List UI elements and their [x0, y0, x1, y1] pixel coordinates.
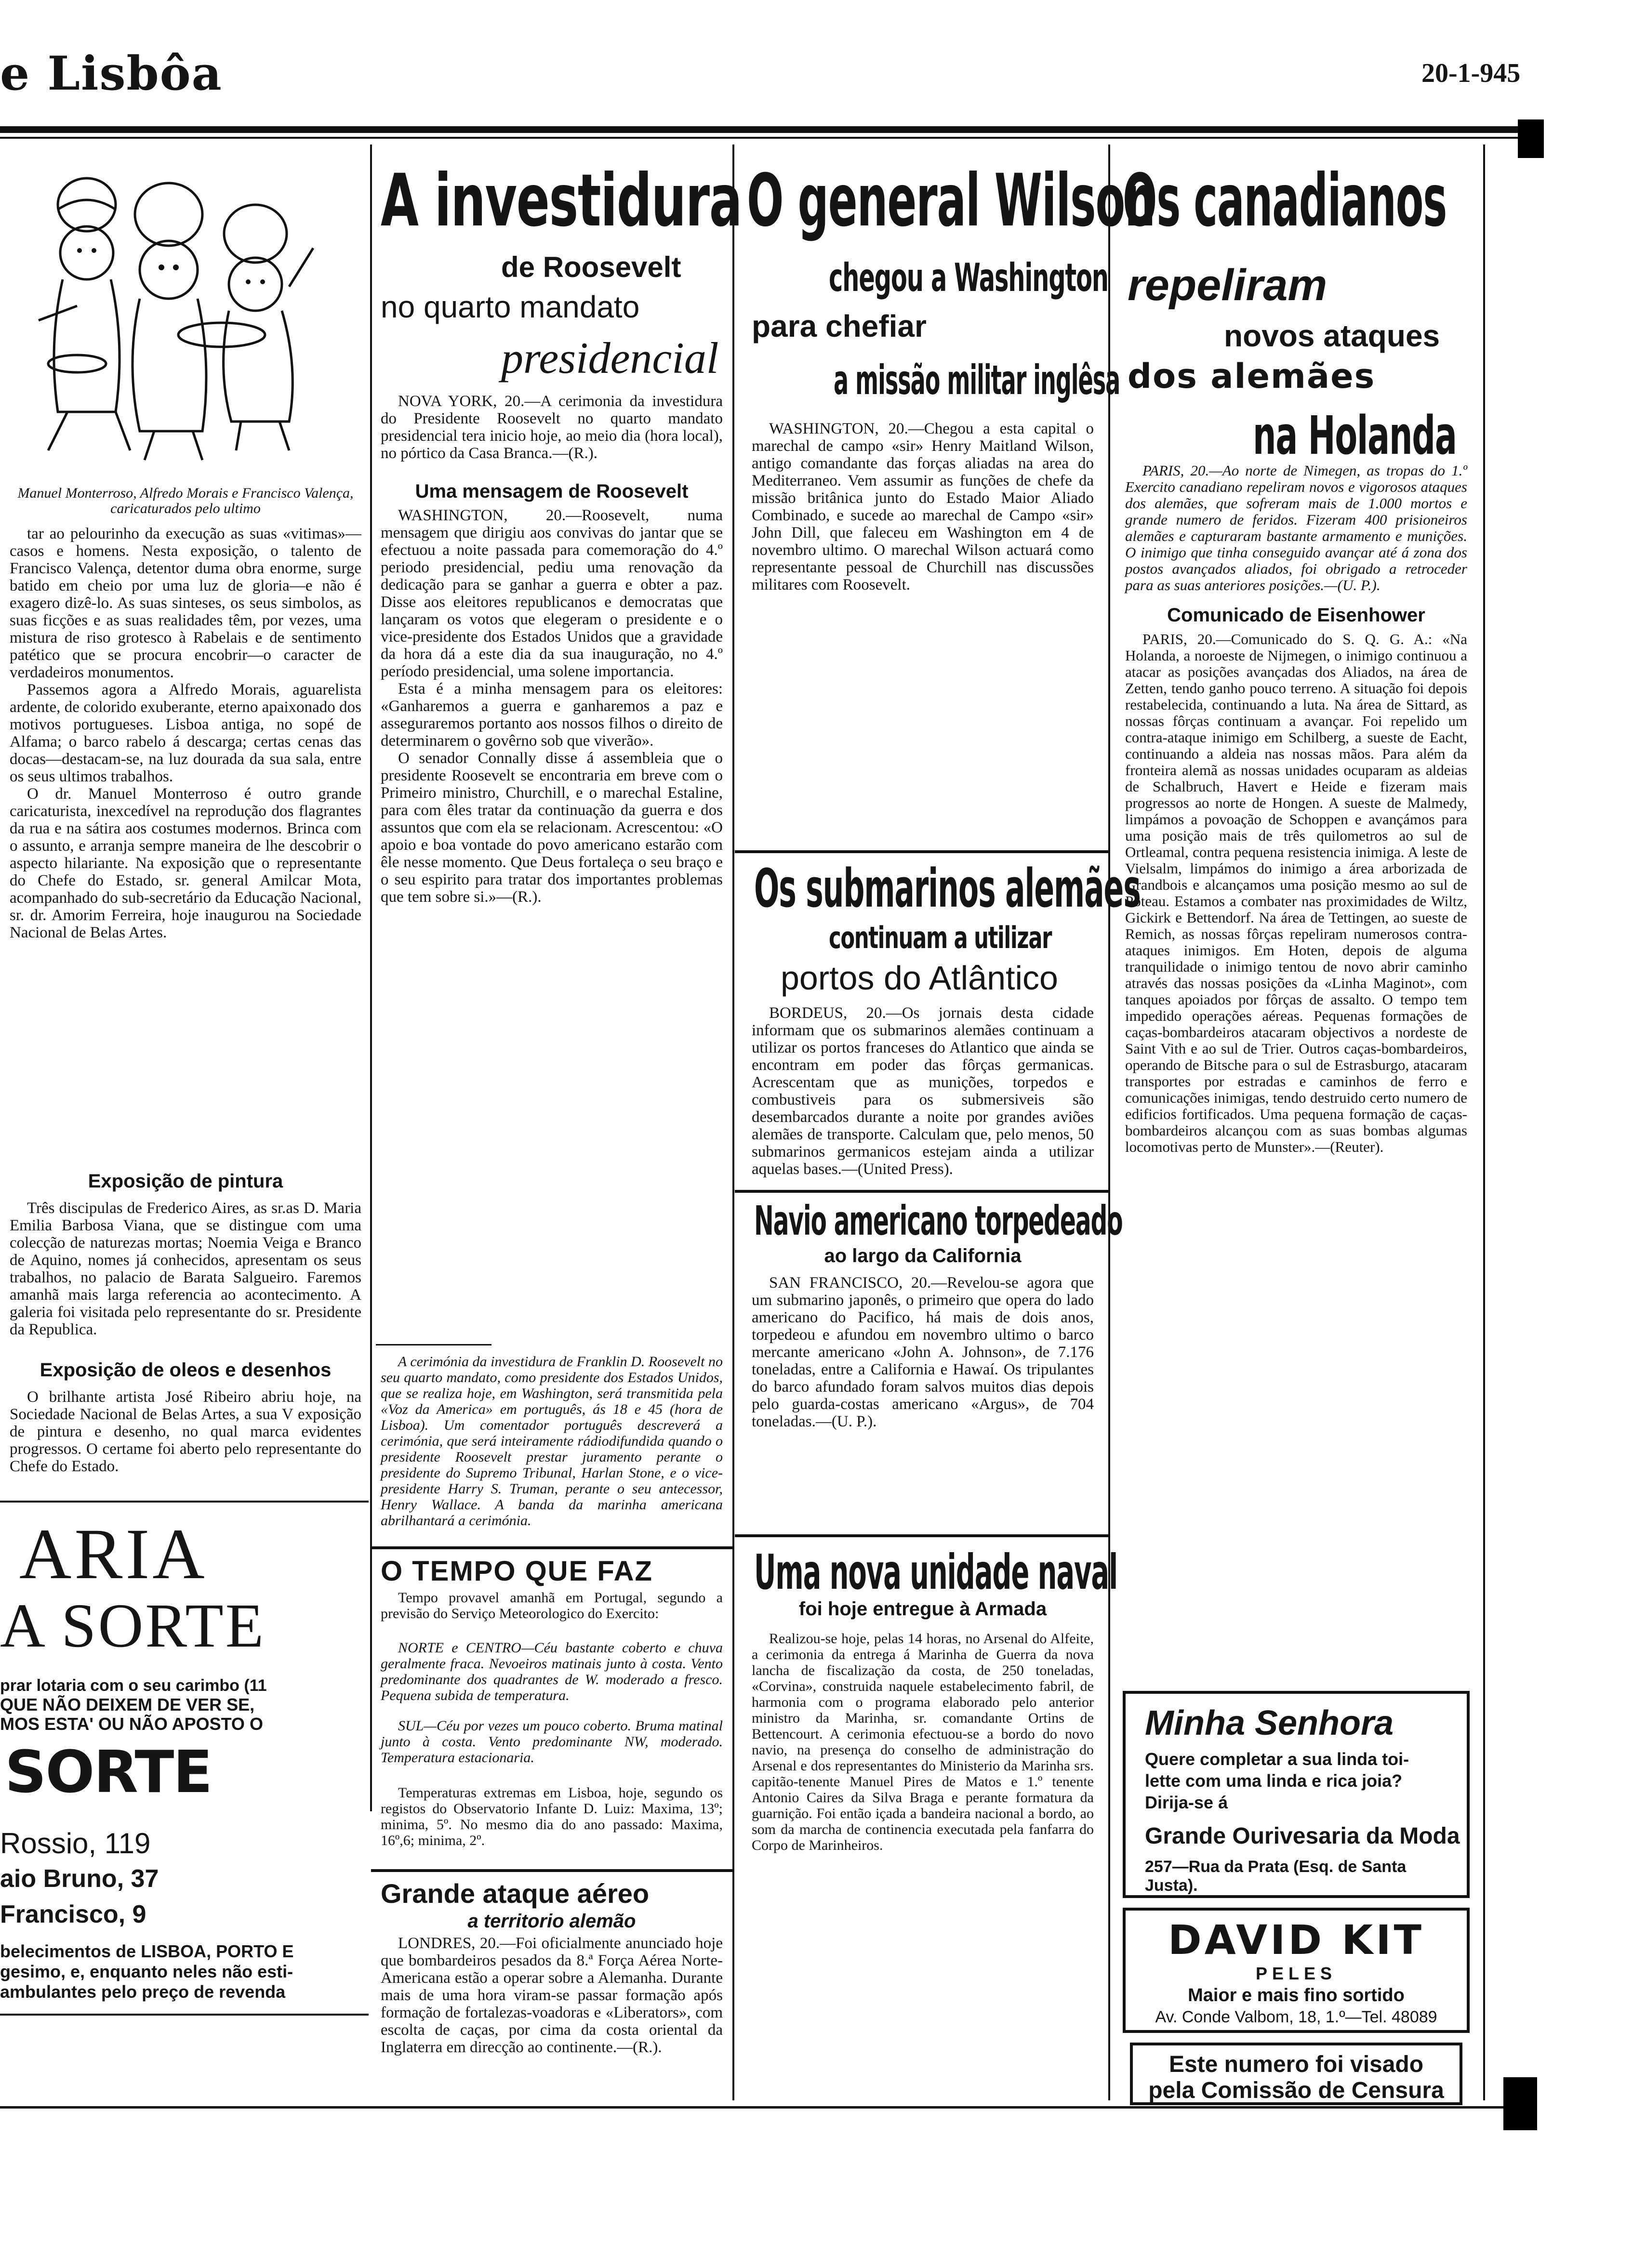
corner-bar-top — [1518, 119, 1544, 158]
weather-title: O TEMPO QUE FAZ — [381, 1556, 653, 1587]
article-paragraph: Três discipulas de Frederico Aires, as sr.as D. Maria Emilia Barbosa Viana, que se distingue com uma colecção de naturezas mortas; Noemia Veiga e Branco de Aquino, nomes já conhecidos, apresentam os seus trabalhos, no palacio de Barata Salgueiro. Faremos amanhã mais larga referencia ao acontecimento. A galeria foi visitada pelo representante do sr. Presidente da Republica. — [10, 1200, 361, 1338]
headline-wilson: O general Wilson — [747, 159, 1155, 243]
divider-line — [0, 2014, 369, 2016]
ad-text: Dirija-se á — [1145, 1793, 1228, 1812]
headline-line: a missão militar inglêsa — [834, 356, 1120, 404]
article-paragraph: PARIS, 20.—Ao norte de Nimegen, as tropas do 1.º Exercito canadiano repeliram novos e vigorosos ataques dos alemães, que sofreram mais de 1.000 mortos e grande numero de feridos. Fizeram 400 prisioneiros alemães e capturaram bastante armamento e munições. O inimigo que tinha conseguido avançar até á zona dos postos avançados aliados, foi obrigado a retroceder para as suas anteriores posições.—(U. P.). — [1125, 462, 1467, 593]
ad-address: Av. Conde Valbom, 18, 1.º—Tel. 48089 — [1155, 2008, 1437, 2026]
ad-heading: ARIA — [19, 1514, 208, 1594]
article-paragraph: O dr. Manuel Monterroso é outro grande caricaturista, inexcedível na reprodução dos flagrantes da rua e na sátira aos costumes modernos. Brinca com o assunto, e arranja sempre maneira de lhe descobrir o aspecto hilariante. Na exposição que o representante do Chefe do Estado, sr. general Amilcar Mota, acompanhado do sub-secretário da Educação Nacional, sr. dr. Amorim Ferreira, hoje inaugurou na Sociedade Nacional de Belas Artes. — [10, 785, 361, 941]
article-naval-unit — [752, 1631, 1094, 2098]
jewelry-advertisement — [1123, 1691, 1470, 1898]
weather-north — [381, 1640, 723, 1703]
notice-line: pela Comissão de Censura — [1148, 2078, 1444, 2103]
divider-line — [0, 1501, 369, 1503]
caricature-illustration — [19, 161, 318, 475]
divider-line — [735, 1534, 1108, 1537]
article-paragraph: tar ao pelourinho da execução as suas «vitimas»—casos e homens. Nesta exposição, o talento de Francisco Valença, detentor duma obra enorme, surge batido em cheio por uma luz de gloria—e não é exagero dizê-lo. As suas sinteses, os seus simbolos, as suas ficções e as suas realidades têm, por vezes, uma mistura de riso grotesco à Rabelais e de sentimento patético que se procura encobrir—o caracter de verdadeiros monumentos. — [10, 525, 361, 681]
article-eisenhower — [1125, 631, 1467, 1676]
divider-line — [371, 1546, 732, 1549]
section-heading: Exposição de oleos e desenhos — [40, 1359, 332, 1381]
bottom-rule — [0, 2106, 1508, 2109]
censorship-notice — [1130, 2043, 1462, 2105]
headline-canadians: Os canadianos — [1123, 159, 1447, 243]
section-heading: Uma mensagem de Roosevelt — [415, 481, 689, 502]
article-paragraph: Esta é a minha mensagem para os eleitores: «Ganharemos a guerra e ganharemos a paz e asseguraremos portanto aos nossos filhos o direito de determinarem o govêrno sob que viverão». — [381, 680, 723, 750]
headline-ship-torpedoed: Navio americano torpedeado — [754, 1197, 1123, 1244]
divider-line — [376, 1344, 491, 1345]
column-divider — [1483, 145, 1485, 2100]
headline-submarines: Os submarinos alemães — [754, 857, 1141, 919]
headline-naval-unit: Uma nova unidade naval — [754, 1544, 1118, 1600]
headline-line: repeliram — [1128, 261, 1327, 310]
headline-line: continuam a utilizar — [829, 920, 1052, 955]
ad-footer: gesimo, e, enquanto neles não esti- — [0, 1962, 293, 1981]
article-paragraph: Tempo provavel amanhã em Portugal, segundo a previsão do Serviço Meteorologico do Exercito: — [381, 1590, 723, 1622]
divider-line — [371, 1869, 732, 1872]
article-paragraph: SUL—Céu por vezes um pouco coberto. Bruma matinal junto à costa. Vento predominante NW, moderado. Temperatura estacionaria. — [381, 1718, 723, 1766]
headline-line: ao largo da California — [824, 1245, 1022, 1266]
headline-line: chegou a Washington — [829, 255, 1108, 300]
lottery-advertisement — [0, 1513, 366, 1826]
article-paragraph: LONDRES, 20.—Foi oficialmente anunciado hoje que bombardeiros pesados da 8.ª Força Aérea Norte-Americana estão a operar sobre a Alemanha. Durante mais de uma hora viram-se passar formação após formação de fortalezas-voadoras e «Liberators», com escolta de caças, por cima da costa oriental da Inglaterra em direcção ao continente.—(R.). — [381, 1935, 723, 2056]
air-raid-subtitle: a territorio alemão — [467, 1911, 636, 1932]
headline-line: portos do Atlântico — [781, 959, 1058, 997]
top-rule — [0, 126, 1532, 133]
article-wilson — [752, 420, 1094, 844]
ad-text: MOS ESTA' OU NÃO APOSTO O — [0, 1714, 263, 1734]
ad-brand: SORTE — [5, 1739, 212, 1806]
article-paragraph: PARIS, 20.—Comunicado do S. Q. G. A.: «Na Holanda, a noroeste de Nijmegen, o inimigo continuou a atacar as posições avançadas dos Aliados, na área de Zetten, tendo ganho pouco terreno. A situação foi depois restabelecida, continuando a luta. Na área de Sittard, as nossas fôrças continuam a avançar. Foi repelido um contra-ataque inimigo em Schilberg, a sueste de Eacht, continuando a aldeia nas nossas mãos. Para além da fronteira alemã as nossas unidades ocuparam as aldeias de Schalbruch, Havert e Heide e fizeram mais progressos ao norte de Hongen. A sueste de Malmedy, limpámos a povoação de Schoppen e avançámos para uma posição mais de três quilometros ao sul de Ortleamal, contra pequena resistencia inimiga. A leste de Vielsalm, limpámos do inimigo a área arborizada de Grandbois e alcançamos uma posição mesmo ao sul de Poteau. Estamos a combater nas proximidades de Wiltz, Gickirk e Bettendorf. Na área de Tettingen, ao sueste de Remich, as nossas fôrças repeliram numerosos contra-ataques inimigos. Em Hoten, depois de alguma tranquilidade o inimigo tentou de novo abrir caminho através das nossas posições da «Linha Maginot», com tanques apoiados por fôrças de assalto. O tempo tem impedido operações aéreas. Pequenas formações de caças-bombardeiros atacaram objectivos a nordeste de Saint Vith e ao sul de Trier. Outros caças-bombardeiros, operando de Bitsche para o sul de Estrasburgo, atacaram transportes por estradas e caminhos de ferro e comunicações inimigas, tendo destruido certo numero de edificios fortificados. Uma pequena formação de caças-bombardeiros alcançou com as suas bombas algumas locomotivas perto de Munster».—(Reuter). — [1125, 631, 1467, 1155]
article-investiture — [381, 393, 723, 462]
section-heading: Exposição de pintura — [88, 1171, 283, 1192]
divider-line — [735, 1190, 1108, 1193]
article-paragraph: SAN FRANCISCO, 20.—Revelou-se agora que um submarino japonês, o primeiro que opera do lado americano do Pacifico, há mais de dois anos, torpedeou e afundou em novembro ultimo o barco mercante americano «John A. Johnson», de 7.176 toneladas, entre a California e Hawaí. Os tripulantes do barco afundado foram salvos muitos dias depois pelo guarda-costas americano «Argus», de 704 toneladas.—(U. P.). — [752, 1274, 1094, 1430]
article-broadcast-note — [381, 1354, 723, 1529]
ad-address: Rossio, 119 — [0, 1827, 151, 1859]
headline-line: presidencial — [501, 333, 719, 382]
article-submarines — [752, 1004, 1094, 1183]
article-roosevelt-message — [381, 507, 723, 1335]
article-paragraph: NOVA YORK, 20.—A cerimonia da investidura do Presidente Roosevelt no quarto mandato presidencial tera inicio hoje, ao meio dia (hora local), no pórtico da Casa Branca.—(R.). — [381, 393, 723, 462]
ad-heading: A SORTE — [0, 1591, 266, 1661]
ad-address: aio Bruno, 37 — [0, 1865, 159, 1893]
headline-line: na Holanda — [1253, 405, 1457, 466]
ad-text: Maior e mais fino sortido — [1188, 1985, 1405, 2005]
section-heading: Comunicado de Eisenhower — [1167, 605, 1425, 626]
top-rule-thin — [0, 137, 1532, 139]
headline-line: dos alemães — [1128, 356, 1376, 396]
column-divider — [732, 145, 734, 2100]
weather-intro — [381, 1590, 723, 1622]
corner-bar-bottom — [1503, 2077, 1537, 2130]
article-paragraph: Passemos agora a Alfredo Morais, aguarelista ardente, de colorido exuberante, eterno apaixonado dos motivos portugueses. Lisboa antiga, no sopé de Alfama; o barco rabelo á descarga; certas cenas das docas—destacam-se, na luz dourada da sua sala, entre os seus ultimos trabalhos. — [10, 681, 361, 785]
ad-footer: belecimentos de LISBOA, PORTO E — [0, 1941, 294, 1961]
ad-footer: ambulantes pelo preço de revenda — [0, 1982, 286, 2002]
cartoon-caption: Manuel Monterroso, Alfredo Morais e Francisco Valença, caricaturados pelo ultimo — [17, 485, 354, 516]
article-paragraph: WASHINGTON, 20.—Chegou a esta capital o marechal de campo «sir» Henry Maitland Wilson, antigo comandante das forças aliadas na area do Mediterraneo. Vem assumir as funções de chefe da missão britânica junto do Estado Maior Aliado Combinado, e sucede ao marechal de Campo «sir» John Dill, que faleceu em Washington em 4 de novembro ultimo. O marechal Wilson actuará como representante pessoal de Churchill nas discussões militares com Roosevelt. — [752, 420, 1094, 593]
article-painting — [10, 1200, 361, 1338]
ad-title: DAVID KIT — [1168, 1916, 1424, 1964]
article-oils — [10, 1388, 361, 1475]
article-paragraph: WASHINGTON, 20.—Roosevelt, numa mensagem que dirigiu aos convivas do jantar que se efectuou a noite passada para comemoração do 4.º periodo presidencial, pediu uma renovação da dedicação para se ganhar a guerra e obter a paz. Disse aos eleitores republicanos e democratas que lançaram os votos que elegeram o presidente e o vice-presidente dos Estados Unidos que a gravidade da hora dá a este dia da sua inauguração, no 4.º período presidencial, uma solene importancia. — [381, 507, 723, 680]
headline-investiture: A investidura — [381, 159, 742, 243]
ad-shop-name: Grande Ourivesaria da Moda — [1145, 1823, 1460, 1849]
headline-line: foi hoje entregue à Armada — [798, 1598, 1047, 1620]
headline-line: para chefiar — [752, 309, 927, 343]
divider-line — [735, 850, 1108, 853]
weather-south — [381, 1718, 723, 1766]
article-canadians-lead — [1125, 462, 1467, 593]
headline-line: de Roosevelt — [501, 251, 681, 283]
ad-text: lette com uma linda e rica joia? — [1145, 1771, 1403, 1791]
notice-line: Este numero foi visado — [1168, 2052, 1424, 2077]
column-divider — [1108, 145, 1110, 2100]
headline-line: no quarto mandato — [381, 290, 640, 324]
ad-text: Quere completar a sua linda toi- — [1145, 1749, 1409, 1769]
furs-advertisement — [1123, 1908, 1470, 2033]
ad-title: Minha Senhora — [1145, 1704, 1394, 1742]
headline-line: novos ataques — [1224, 318, 1440, 353]
article-paragraph: A cerimónia da investidura de Franklin D. Roosevelt no seu quarto mandato, como presidente dos Estados Unidos, que se realiza hoje, em Washington, será transmitida pela «Voz da America» em português, ás 18 e 45 (hora de Lisboa). Um comentador português descreverá a cerimónia, que será inteiramente rádiodifundida quando o presidente Roosevelt prestar juramento perante o presidente do Supremo Tribunal, Harlan Stone, e o vice-presidente Harry S. Truman, perante o seu antecessor, Henry Wallace. A banda da marinha americana abrilhantará a cerimónia. — [381, 1354, 723, 1529]
column-divider — [370, 145, 372, 1811]
article-paragraph: BORDEUS, 20.—Os jornais desta cidade informam que os submarinos alemães continuam a utilizar os portos franceses do Atlantico que ainda se encontram em poder das fôrças germanicas. Acrescentam que as munições, torpedos e combustiveis para os submersiveis são desembarcados durante a noite por grandes aviões alemães de transporte. Calculam que, pelo menos, 50 submarinos germanicos estejam ainda a utilizar aquelas bases.—(United Press). — [752, 1004, 1094, 1178]
article-paragraph: O brilhante artista José Ribeiro abriu hoje, na Sociedade Nacional de Belas Artes, a sua V exposição de pintura e desenho, no qual marca evidentes progressos. O certame foi aberto pelo representante do Chefe do Estado. — [10, 1388, 361, 1475]
masthead-title: e Lisbôa — [0, 46, 223, 101]
article-paragraph: Temperaturas extremas em Lisboa, hoje, segundo os registos do Observatorio Infante D. Luiz: Maxima, 13º; minima, 5º. No mesmo dia do ano passado: Maxima, 16º,6; minima, 2º. — [381, 1785, 723, 1848]
ad-address: 257—Rua da Prata (Esq. de Santa Justa). — [1145, 1858, 1407, 1895]
article-exhibition — [10, 525, 361, 1166]
ad-text: QUE NÃO DEIXEM DE VER SE, — [0, 1695, 255, 1714]
article-paragraph: NORTE e CENTRO—Céu bastante coberto e chuva geralmente fraca. Nevoeiros matinais junto à costa. Vento predominante dos quadrantes de W. moderado a fresco. Pequena subida de temperatura. — [381, 1640, 723, 1703]
air-raid-article — [381, 1935, 723, 2056]
air-raid-title: Grande ataque aéreo — [381, 1878, 650, 1909]
ad-text: prar lotaria com o seu carimbo (11 — [0, 1676, 267, 1695]
weather-temperatures — [381, 1785, 723, 1848]
masthead-date: 20-1-945 — [1421, 58, 1521, 88]
article-ship-torpedoed — [752, 1274, 1094, 1525]
article-paragraph: O senador Connally disse á assembleia que o presidente Roosevelt se encontraria em breve com o Primeiro ministro, Churchill, e o marechal Estaline, para com êles tratar da continuação da guerra e dos assuntos que com ela se relacionam. Acrescentou: «O apoio e boa vontade do povo americano estarão com êle nesse momento. Que Deus fortaleça o seu braço e o seu espirito para tratar dos importantes problemas que tem sobre si.»—(R.). — [381, 750, 723, 906]
ad-subtitle: PELES — [1255, 1964, 1337, 1983]
article-paragraph: Realizou-se hoje, pelas 14 horas, no Arsenal do Alfeite, a cerimonia da entrega á Marinha de Guerra da nova lancha de fiscalização da costa, de 250 toneladas, «Corvina», construida naquele estabelecimento fabril, de harmonia com o programa elaborado pelo anterior ministro da Marinha, sr. comandante Ortins de Bettencourt. A cerimonia efectuou-se a bordo do novo navio, na presença do conselho de administração do Arsenal e dos representantes do Ministerio da Marinha srs. capitão-tenente Manuel Pires de Matos e 1.º tenente Antonio Caires da Silva Braga e perante formatura da guarnição. Foi então içada a bandeira nacional a bordo, ao som da marcha de continencia executada pela fanfarra do Corpo de Marinheiros. — [752, 1631, 1094, 1853]
ad-address: Francisco, 9 — [0, 1900, 146, 1928]
